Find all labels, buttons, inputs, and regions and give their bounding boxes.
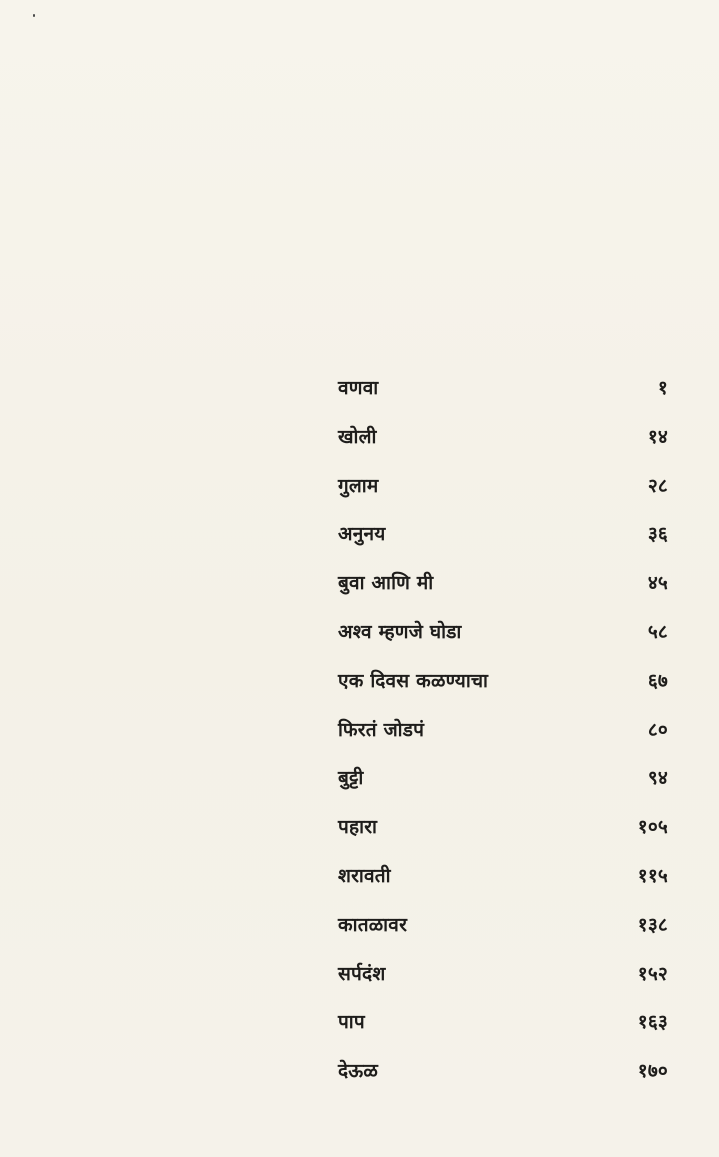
toc-entry-title: फिरतं जोडपं xyxy=(338,718,425,741)
ink-speck xyxy=(33,14,35,17)
toc-entry-title: सर्पदंश xyxy=(338,962,386,985)
toc-entry-page: १३८ xyxy=(637,913,668,936)
toc-entry-title: बुवा आणि मी xyxy=(338,572,434,595)
toc-entry-page: ६७ xyxy=(647,669,668,692)
toc-entry-page: ८० xyxy=(647,718,668,741)
toc-entry-title: अश्व म्हणजे घोडा xyxy=(338,620,462,643)
toc-entry-page: १६३ xyxy=(637,1011,668,1034)
toc-entry-title: अनुनय xyxy=(338,523,386,546)
toc-entry xyxy=(338,423,670,472)
toc-entry-page: ४५ xyxy=(647,572,668,595)
toc-entry xyxy=(338,716,670,765)
toc-entry xyxy=(338,764,670,813)
toc-entry-page: ५८ xyxy=(647,620,668,643)
toc-entry xyxy=(338,472,670,521)
toc-entry xyxy=(338,862,670,911)
toc-entry xyxy=(338,813,670,862)
toc-entry-page: ११५ xyxy=(637,864,668,887)
toc-entry-page: १ xyxy=(657,377,668,399)
toc-entry-title: बुट्टी xyxy=(338,767,364,790)
toc-entry xyxy=(338,569,670,618)
toc-entry-page: १७० xyxy=(637,1060,668,1083)
toc-entry-title: कातळावर xyxy=(338,913,408,936)
toc-entry xyxy=(338,960,670,1009)
toc-entry xyxy=(338,1008,670,1057)
toc-entry-title: पाप xyxy=(338,1011,365,1034)
toc-entry-title: शरावती xyxy=(338,864,391,887)
toc-entry xyxy=(338,1057,670,1106)
toc-entry-page: १४ xyxy=(647,425,668,448)
toc-entry xyxy=(338,520,670,569)
toc-entry-page: ३६ xyxy=(647,523,668,546)
toc-entry-page: १०५ xyxy=(637,816,668,839)
toc-entry-title: गुलाम xyxy=(338,474,379,497)
toc-entry-title: वणवा xyxy=(338,377,379,399)
table-of-contents xyxy=(338,374,670,1106)
toc-entry-page: २८ xyxy=(647,474,668,497)
toc-entry xyxy=(338,374,670,423)
toc-entry xyxy=(338,911,670,960)
toc-entry-title: एक दिवस कळण्याचा xyxy=(338,669,489,692)
toc-entry-title: खोली xyxy=(338,425,377,448)
toc-entry-title: पहारा xyxy=(338,816,378,839)
toc-entry-page: १५२ xyxy=(637,962,668,985)
toc-entry xyxy=(338,667,670,716)
toc-entry-title: देऊळ xyxy=(338,1060,379,1083)
toc-entry-page: ९४ xyxy=(647,767,668,790)
toc-entry xyxy=(338,618,670,667)
